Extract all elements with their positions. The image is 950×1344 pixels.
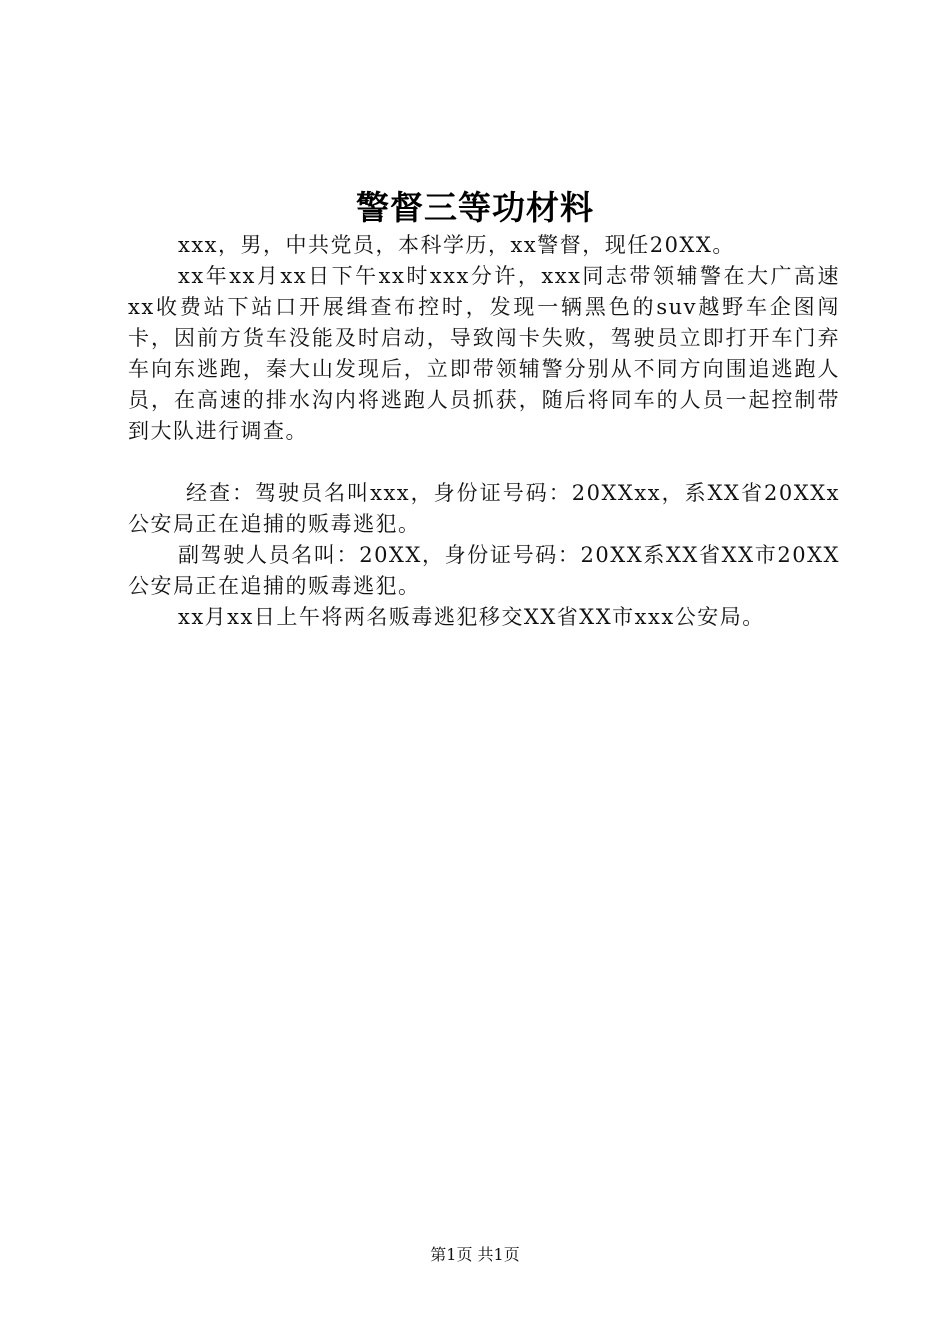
- document-title: 警督三等功材料: [356, 188, 594, 227]
- page-number-footer: 第1页 共1页: [430, 1245, 520, 1264]
- paragraph-handover: xx月xx日上午将两名贩毒逃犯移交XX省XX市xxx公安局。: [178, 605, 765, 629]
- paragraph-passenger-investigation: 副驾驶人员名叫：20XX，身份证号码：20XX系XX省XX市20XX公安局正在追捕的贩毒逃犯。: [128, 543, 840, 598]
- paragraph-incident: xx年xx月xx日下午xx时xxx分许，xxx同志带领辅警在大广高速xx收费站下站口开展缉查布控时，发现一辆黑色的suv越野车企图闯卡，因前方货车没能及时启动，导致闯卡失败，驾驶员立即打开车门弃车向东逃跑，秦大山发现后，立即带领辅警分别从不同方向围追逃跑人员，在高速的排水沟内将逃跑人员抓获，随后将同车的人员一起控制带到大队进行调查。: [128, 264, 840, 443]
- paragraph-driver-investigation: 经查：驾驶员名叫xxx，身份证号码：20XXxx，系XX省20XXx公安局正在追捕的贩毒逃犯。: [128, 481, 840, 536]
- document-body: [128, 230, 840, 633]
- paragraph-intro: xxx，男，中共党员，本科学历，xx警督，现任20XX。: [178, 233, 735, 257]
